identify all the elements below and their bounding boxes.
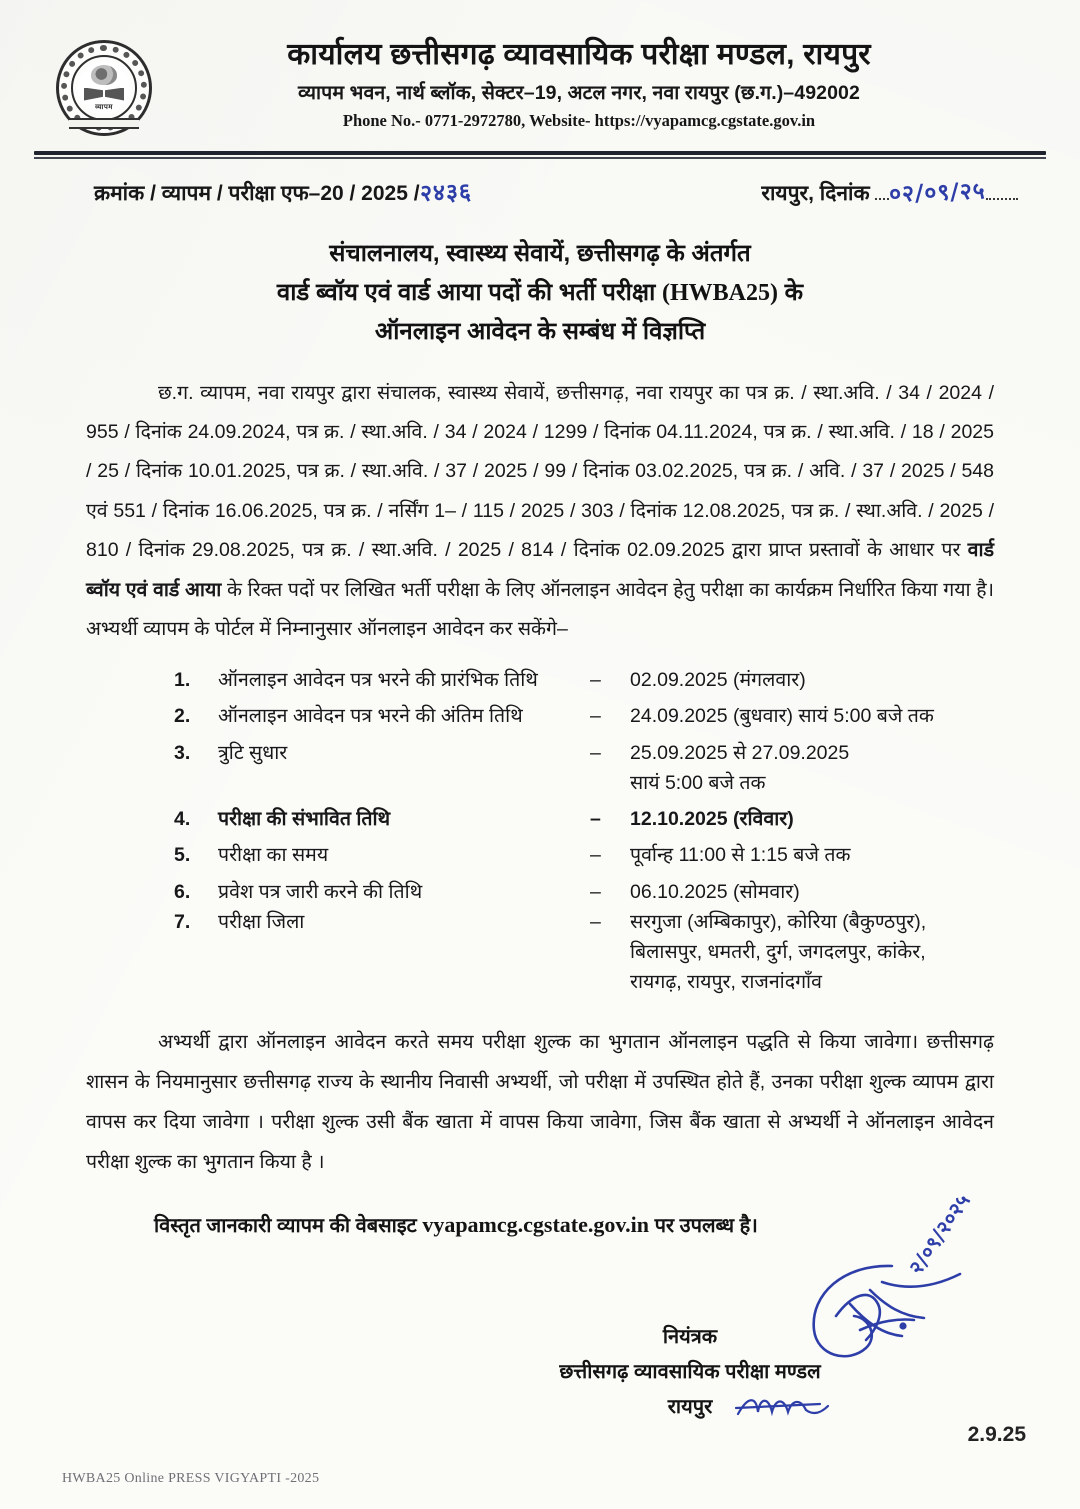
website-url[interactable]: vyapamcg.cgstate.gov.in bbox=[422, 1211, 650, 1237]
reference-number-block bbox=[94, 175, 471, 207]
schedule-item-value: 25.09.2025 से 27.09.2025 bbox=[630, 741, 850, 764]
vyapam-seal-icon bbox=[56, 40, 152, 136]
reference-number-label: क्रमांक / व्यापम / परीक्षा एफ–20 / 2025 / bbox=[94, 182, 420, 205]
schedule-item-value: 24.09.2025 (बुधवार) सायं 5:00 बजे तक bbox=[630, 705, 934, 728]
schedule-item-value: 12.10.2025 (रविवार) bbox=[630, 808, 794, 831]
schedule-row bbox=[174, 840, 1006, 870]
date-dotted-tail bbox=[986, 198, 1018, 200]
title-line-1: संचालनालय, स्वास्थ्य सेवायें, छत्तीसगढ़ के अंतर्गत bbox=[329, 240, 751, 267]
schedule-item-dash: – bbox=[590, 705, 601, 728]
title-line-2-pre: वार्ड ब्वॉय एवं वार्ड आया पदों की भर्ती परीक्षा bbox=[276, 278, 662, 306]
schedule-item-label: परीक्षा की संभावित तिथि bbox=[218, 808, 391, 831]
schedule-item-number: 5. bbox=[174, 844, 191, 867]
seal-book-icon bbox=[84, 88, 124, 101]
schedule-item-label: त्रुटि सुधार bbox=[218, 741, 288, 764]
schedule-item-value: 02.09.2025 (मंगलवार) bbox=[630, 669, 806, 692]
schedule-item-dash: – bbox=[590, 669, 601, 692]
exam-code: (HWBA25) bbox=[662, 279, 778, 306]
schedule-row bbox=[174, 665, 1006, 695]
schedule-item-dash: – bbox=[590, 741, 601, 764]
body-paragraph bbox=[86, 374, 994, 650]
schedule-item-value-group bbox=[630, 907, 1006, 998]
schedule-item-label: परीक्षा का समय bbox=[218, 844, 329, 867]
reference-date-handwritten: ०२/०९/२५ bbox=[889, 178, 987, 208]
notice-title bbox=[34, 235, 1046, 352]
schedule-item-label: ऑनलाइन आवेदन पत्र भरने की अंतिम तिथि bbox=[218, 705, 523, 728]
schedule-item-number: 4. bbox=[174, 808, 191, 831]
title-line-2 bbox=[34, 274, 1046, 313]
date-dotted-lead bbox=[875, 198, 889, 200]
title-line-3: ऑनलाइन आवेदन के सम्बंध में विज्ञप्ति bbox=[374, 317, 706, 345]
signatory-designation: नियंत्रक bbox=[662, 1325, 718, 1348]
schedule-row bbox=[174, 701, 1006, 731]
seal-label: व्यापम bbox=[95, 103, 113, 111]
header-divider-thin bbox=[34, 157, 1046, 159]
schedule-item-number: 1. bbox=[174, 669, 191, 692]
reference-date-label: रायपुर, दिनांक bbox=[761, 182, 870, 205]
organization-contact: Phone No.- 0771-2972780, Website- https://vyapamcg.cgstate.gov.in bbox=[342, 111, 816, 131]
letterhead-text bbox=[152, 36, 1046, 131]
closing-paragraph bbox=[86, 1023, 994, 1182]
body-paragraph-part1: छ.ग. व्यापम, नवा रायपुर द्वारा संचालक, स्वास्थ्य सेवायें, छत्तीसगढ़, नवा रायपुर का पत्र क्र. / स्था.अवि. / 34 / 2024 / 955 / दिनांक 24.09.2024, पत्र क्र. / स्था.अवि. / 34 / 2024 / 1299 / दिनांक 04.11.2024, पत्र क्र. / स्था.अवि. / 18 / 2025 / 25 / दिनांक 10.01.2025, पत्र क्र. / स्था.अवि. / 37 / 2025 / 99 / दिनांक 03.02.2025, पत्र क्र. / अवि. / 37 / 2025 / 548 एवं 551 / दिनांक 16.06.2025, पत्र क्र. / नर्सिंग 1– / 115 / 2025 / 303 / दिनांक 12.08.2025, पत्र क्र. / स्था.अवि. / 2025 / 810 / दिनांक 29.08.2025, पत्र क्र. / स्था.अवि. / 2025 / 814 / दिनांक 02.09.2025 द्वारा प्राप्त प्रस्तावों के आधार पर bbox=[86, 381, 994, 562]
footer-document-id: HWBA25 Online PRESS VIGYAPTI -2025 bbox=[62, 1471, 320, 1486]
schedule-row-exam-districts bbox=[174, 907, 1006, 998]
seal-core bbox=[78, 62, 130, 114]
title-line-2-post: के bbox=[778, 278, 804, 306]
schedule-item-label: परीक्षा जिला bbox=[218, 910, 305, 933]
reference-date-block bbox=[761, 175, 1018, 207]
website-line bbox=[154, 1211, 1046, 1238]
seal-lamp-icon bbox=[91, 65, 117, 85]
schedule-item-dash: – bbox=[590, 844, 601, 867]
schedule-item-value-line2: सायं 5:00 बजे तक bbox=[630, 771, 766, 794]
schedule-row bbox=[174, 738, 1006, 798]
seal-base-text bbox=[69, 118, 139, 129]
organization-name: कार्यालय छत्तीसगढ़ व्यावसायिक परीक्षा मण्डल, रायपुर bbox=[287, 38, 871, 71]
website-line-post: पर उपलब्ध है। bbox=[649, 1214, 758, 1237]
header-divider-thick bbox=[34, 151, 1046, 155]
letterhead bbox=[34, 0, 1046, 142]
footer-date-stamp: 2.9.25 bbox=[967, 1423, 1026, 1446]
schedule-list bbox=[34, 665, 1046, 997]
body-paragraph-part2: के रिक्त पदों पर लिखित भर्ती परीक्षा के लिए ऑनलाइन आवेदन हेतु परीक्षा का कार्यक्रम निर्धारित किया गया है। अभ्यर्थी व्यापम के पोर्टल में निम्नानुसार ऑनलाइन आवेदन कर सकेंगे– bbox=[86, 578, 994, 640]
schedule-item-label: प्रवेश पत्र जारी करने की तिथि bbox=[218, 880, 423, 903]
schedule-item-dash: – bbox=[590, 808, 601, 831]
signature-handwritten-date: २/०९/२०२५ bbox=[903, 1188, 975, 1279]
reference-row bbox=[34, 163, 1046, 207]
schedule-item-value: सरगुजा (अम्बिकापुर), कोरिया (बैकुण्ठपुर), bbox=[630, 910, 927, 933]
body-bold-phrase: वार्ड ब्वॉय एवं वार्ड आया bbox=[86, 539, 994, 601]
website-line-pre: विस्तृत जानकारी व्यापम की वेबसाइट bbox=[154, 1214, 423, 1237]
schedule-item-value-group bbox=[630, 738, 1006, 798]
organization-address: व्यापम भवन, नार्थ ब्लॉक, सेक्टर–19, अटल नगर, नवा रायपुर (छ.ग.)–492002 bbox=[298, 82, 860, 105]
schedule-item-value: 06.10.2025 (सोमवार) bbox=[630, 880, 800, 903]
schedule-item-label: ऑनलाइन आवेदन पत्र भरने की प्रारंभिक तिथि bbox=[218, 669, 538, 692]
signatory-organization: छत्तीसगढ़ व्यावसायिक परीक्षा मण्डल bbox=[559, 1360, 821, 1383]
schedule-item-value-line2: बिलासपुर, धमतरी, दुर्ग, जगदलपुर, कांकेर, bbox=[630, 941, 926, 963]
schedule-row-exam-date bbox=[174, 804, 1006, 834]
schedule-item-number: 6. bbox=[174, 880, 191, 903]
schedule-item-value: पूर्वान्ह 11:00 से 1:15 बजे तक bbox=[630, 844, 851, 867]
schedule-item-number: 7. bbox=[174, 910, 191, 933]
schedule-item-value-line3: रायगढ़, रायपुर, राजनांदगाँव bbox=[630, 971, 822, 994]
schedule-item-number: 2. bbox=[174, 705, 191, 728]
schedule-item-dash: – bbox=[590, 880, 601, 903]
reference-number-handwritten: २४३६ bbox=[419, 179, 472, 207]
closing-paragraph-text: अभ्यर्थी द्वारा ऑनलाइन आवेदन करते समय परीक्षा शुल्क का भुगतान ऑनलाइन पद्धति से किया जावेगा। छत्तीसगढ़ शासन के नियमानुसार छत्तीसगढ़ राज्य के स्थानीय निवासी अभ्यर्थी, जो परीक्षा में उपस्थित होते हैं, उनका परीक्षा शुल्क व्यापम द्वारा वापस कर दिया जावेगा । परीक्षा शुल्क उसी बैंक खाता में वापस किया जावेगा, जिस बैंक खाता से अभ्यर्थी ने ऑनलाइन आवेदन परीक्षा शुल्क का भुगतान किया है । bbox=[86, 1031, 994, 1173]
signatory-city: रायपुर bbox=[667, 1395, 713, 1418]
schedule-item-dash: – bbox=[590, 910, 601, 933]
signature-block bbox=[34, 1320, 1046, 1425]
schedule-row bbox=[174, 877, 1006, 907]
schedule-item-number: 3. bbox=[174, 741, 191, 764]
